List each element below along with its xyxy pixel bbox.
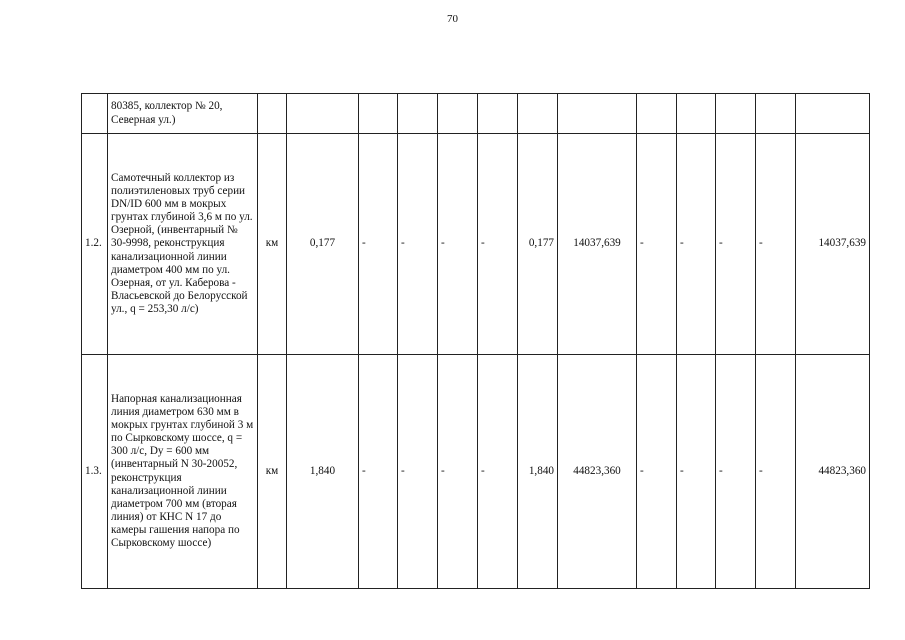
row-cell — [637, 94, 677, 134]
row-cell — [756, 94, 796, 134]
row-cell: - — [716, 134, 756, 355]
row-cell: - — [677, 134, 716, 355]
row-cell: - — [677, 355, 716, 589]
row-cost-year: 14037,639 — [796, 134, 870, 355]
row-cell — [677, 94, 716, 134]
row-unit — [258, 94, 287, 134]
table-row — [82, 134, 870, 355]
row-cost-year — [796, 94, 870, 134]
row-qty-year: 0,177 — [518, 134, 558, 355]
row-cell: - — [716, 355, 756, 589]
row-cell: - — [398, 134, 438, 355]
row-qty-total: 0,177 — [287, 134, 359, 355]
row-qty-total — [287, 94, 359, 134]
row-qty-total: 1,840 — [287, 355, 359, 589]
row-cell: - — [398, 355, 438, 589]
row-number — [82, 94, 108, 134]
row-cell: - — [637, 355, 677, 589]
row-cell — [438, 94, 478, 134]
investment-table — [81, 93, 870, 589]
page-number: 70 — [447, 13, 458, 25]
row-cell: - — [359, 134, 398, 355]
row-cell: - — [756, 355, 796, 589]
row-cell: - — [438, 355, 478, 589]
row-qty-year — [518, 94, 558, 134]
row-cell — [359, 94, 398, 134]
row-description: 80385, коллектор № 20, Северная ул.) — [108, 94, 258, 134]
row-cell: - — [756, 134, 796, 355]
row-cell: - — [637, 134, 677, 355]
row-qty-year: 1,840 — [518, 355, 558, 589]
table-row — [82, 355, 870, 589]
row-number: 1.2. — [82, 134, 108, 355]
row-description: Самотечный коллектор из полиэтиленовых труб серии DN/ID 600 мм в мокрых грунтах глубиной 3,6 м по ул. Озерной, (инвентарный № 30-9998, реконструкция канализационной линии диаметром 400 мм по ул. Озерная, от ул. Каберова - Власьевской до Белорусской ул., q = 253,30 л/с) — [108, 134, 258, 355]
row-cell — [398, 94, 438, 134]
row-cell: - — [478, 355, 518, 589]
row-description: Напорная канализационная линия диаметром 630 мм в мокрых грунтах глубиной 3 м по Сырковскому шоссе, q = 300 л/с, Dy = 600 мм (инвентарный N 30-20052, реконструкция канализационной линии диаметром 700 мм (вторая линия) от КНС N 17 до камеры гашения напора по Сырковскому шоссе) — [108, 355, 258, 589]
row-cell: - — [359, 355, 398, 589]
row-cost-total: 44823,360 — [558, 355, 637, 589]
row-cell — [478, 94, 518, 134]
table-row — [82, 94, 870, 134]
row-cost-year: 44823,360 — [796, 355, 870, 589]
row-cost-total: 14037,639 — [558, 134, 637, 355]
row-cell — [716, 94, 756, 134]
row-unit: км — [258, 355, 287, 589]
row-unit: км — [258, 134, 287, 355]
row-cell: - — [438, 134, 478, 355]
row-cost-total — [558, 94, 637, 134]
row-cell: - — [478, 134, 518, 355]
row-number: 1.3. — [82, 355, 108, 589]
